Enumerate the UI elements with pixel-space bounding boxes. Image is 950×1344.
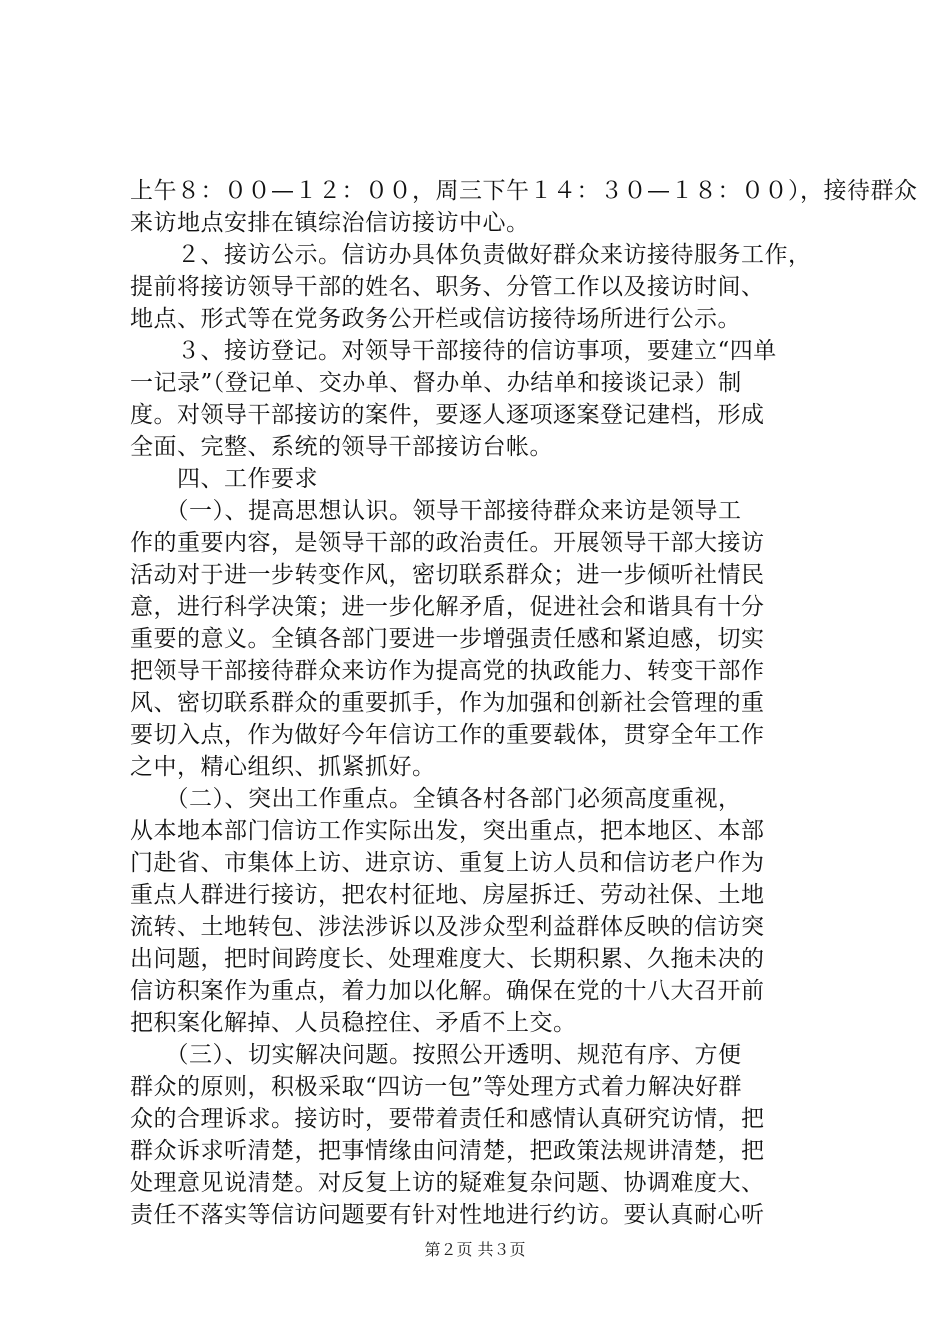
text-line: （三）、切实解决问题。按照公开透明、规范有序、方便 xyxy=(130,1042,742,1068)
text-line: （一）、提高思想认识。领导干部接待群众来访是领导工 xyxy=(130,498,742,524)
text-line: 一记录”（登记单、交办单、督办单、办结单和接谈记录）制 xyxy=(130,370,742,396)
text-line: ３、接访登记。对领导干部接待的信访事项，要建立“四单 xyxy=(130,338,777,364)
text-line: 要切入点，作为做好今年信访工作的重要载体，贯穿全年工作 xyxy=(130,722,765,748)
text-line: 地点、形式等在党务政务公开栏或信访接待场所进行公示。 xyxy=(130,306,741,332)
text-line: 把积案化解掉、人员稳控住、矛盾不上交。 xyxy=(130,1010,577,1036)
text-line: 来访地点安排在镇综治信访接访中心。 xyxy=(130,210,530,236)
text-line: ２、接访公示。信访办具体负责做好群众来访接待服务工作， xyxy=(130,242,812,268)
text-line: 活动对于进一步转变作风，密切联系群众；进一步倾听社情民 xyxy=(130,562,765,588)
text-line: 责任不落实等信访问题要有针对性地进行约访。要认真耐心听 xyxy=(130,1202,765,1228)
text-line: 处理意见说清楚。对反复上访的疑难复杂问题、协调难度大、 xyxy=(130,1170,765,1196)
section-heading: 四、工作要求 xyxy=(130,466,318,492)
text-line: 度。对领导干部接访的案件，要逐人逐项逐案登记建档，形成 xyxy=(130,402,765,428)
text-line: 从本地本部门信访工作实际出发，突出重点，把本地区、本部 xyxy=(130,818,765,844)
text-line: 群众的原则，积极采取“四访一包”等处理方式着力解决好群 xyxy=(130,1074,743,1100)
text-line: 全面、完整、系统的领导干部接访台帐。 xyxy=(130,434,553,460)
document-body xyxy=(130,175,918,1231)
text-line: 之中，精心组织、抓紧抓好。 xyxy=(130,754,436,780)
text-line: 风、密切联系群众的重要抓手，作为加强和创新社会管理的重 xyxy=(130,690,765,716)
text-line: 上午８：００—１２：００，周三下午１４：３０—１８：００），接待群众 xyxy=(130,178,918,204)
text-line: 重点人群进行接访，把农村征地、房屋拆迁、劳动社保、土地 xyxy=(130,882,765,908)
text-line: 意，进行科学决策；进一步化解矛盾，促进社会和谐具有十分 xyxy=(130,594,765,620)
text-line: 门赴省、市集体上访、进京访、重复上访人员和信访老户作为 xyxy=(130,850,765,876)
text-line: 作的重要内容，是领导干部的政治责任。开展领导干部大接访 xyxy=(130,530,765,556)
text-line: 把领导干部接待群众来访作为提高党的执政能力、转变干部作 xyxy=(130,658,765,684)
text-line: 流转、土地转包、涉法涉诉以及涉众型利益群体反映的信访突 xyxy=(130,914,765,940)
text-line: 出问题，把时间跨度长、处理难度大、长期积累、久拖未决的 xyxy=(130,946,765,972)
text-line: 重要的意义。全镇各部门要进一步增强责任感和紧迫感，切实 xyxy=(130,626,765,652)
text-line: 提前将接访领导干部的姓名、职务、分管工作以及接访时间、 xyxy=(130,274,765,300)
text-line: 群众诉求听清楚，把事情缘由问清楚，把政策法规讲清楚，把 xyxy=(130,1138,765,1164)
text-line: 信访积案作为重点，着力加以化解。确保在党的十八大召开前 xyxy=(130,978,765,1004)
text-line: （二）、突出工作重点。全镇各村各部门必须高度重视， xyxy=(130,786,742,812)
text-line: 众的合理诉求。接访时，要带着责任和感情认真研究访情，把 xyxy=(130,1106,765,1132)
page-footer: 第２页 共３页 xyxy=(424,1240,526,1259)
